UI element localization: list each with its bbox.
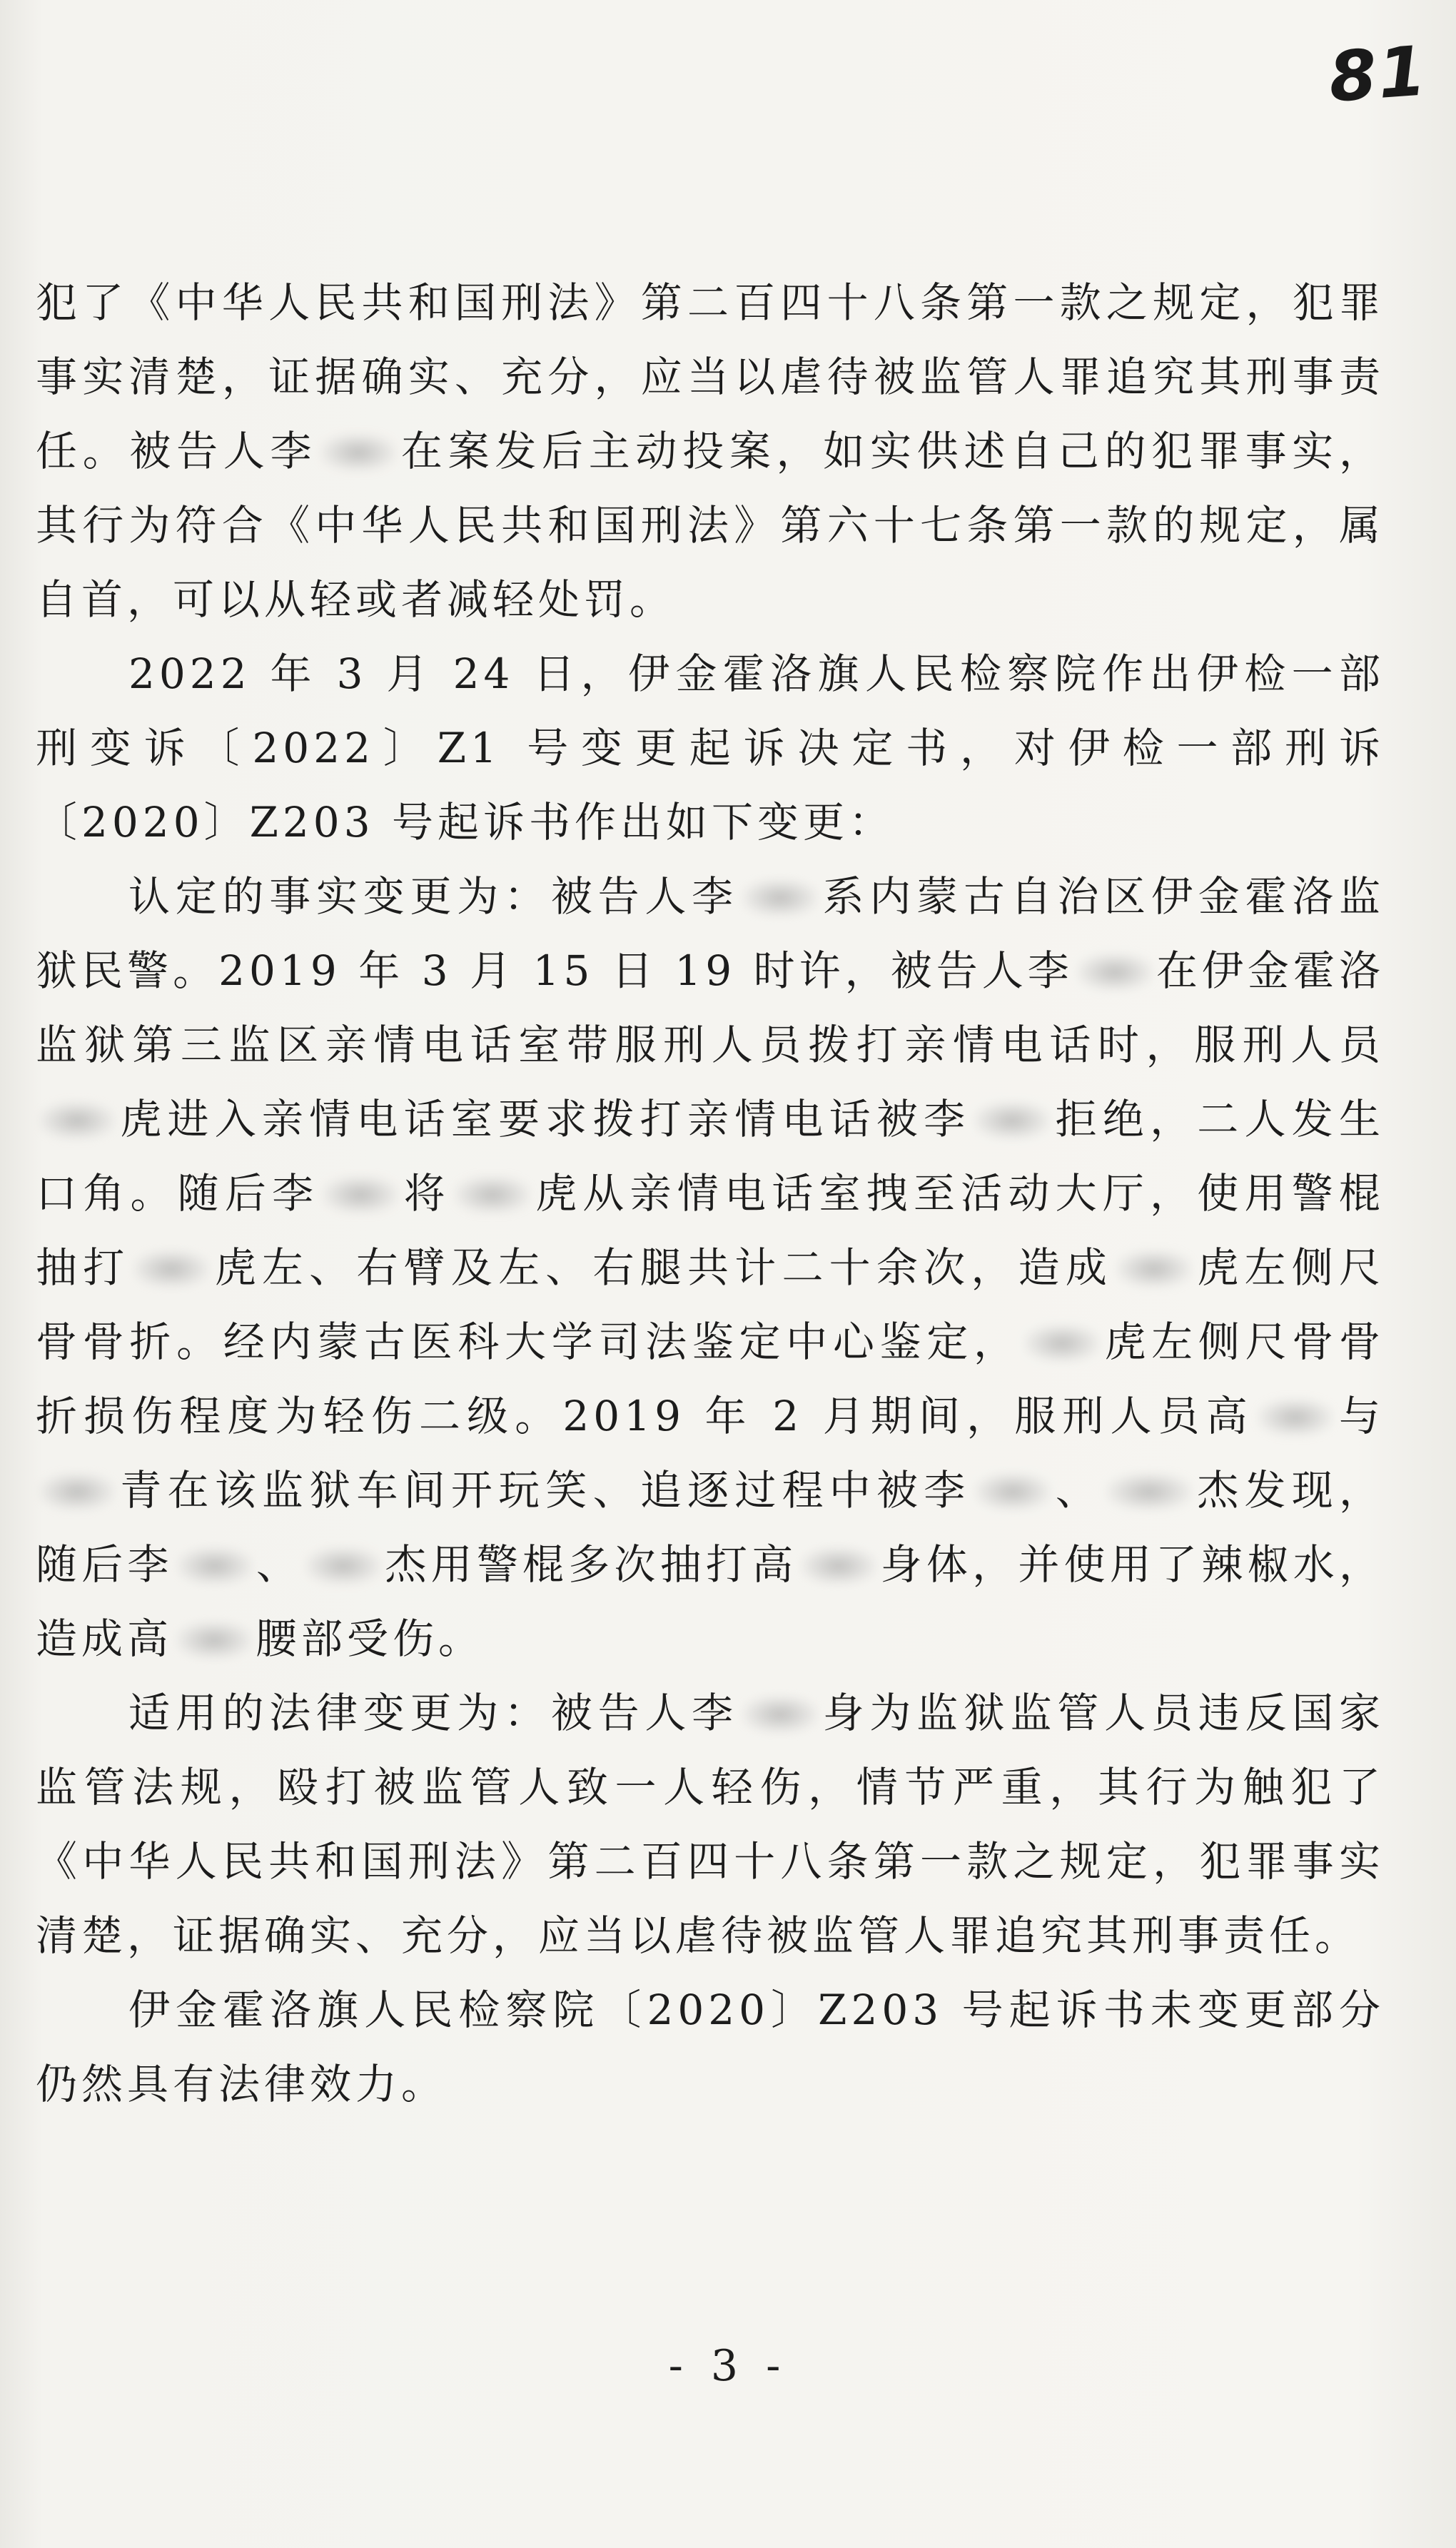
text-segment: 拒绝，二人发生口角。随后李	[36, 1095, 1385, 1218]
redacted-name	[40, 1473, 114, 1510]
text-segment: 虎左、右臂及左、右腿共计二十余次，造成	[213, 1243, 1113, 1292]
document-body	[36, 266, 1385, 2121]
text-segment: 系内蒙古自治区伊金霍洛监狱民警。2019 年 3 月 15 日 19 时许，被告人李	[36, 872, 1385, 995]
text-segment: 与	[1336, 1392, 1385, 1440]
redacted-name	[1107, 1473, 1191, 1510]
redacted-name	[40, 1102, 114, 1139]
text-segment: 身为监狱监管人员违反国家监管法规，殴打被监管人致一人轻伤，情节严重，其行为触犯了《中华人民共和国刑法》第二百四十八条第一款之规定，犯罪事实清楚，证据确实、充分，应当以虐待被监管人罪追究其刑事责任。	[36, 1689, 1385, 1960]
redacted-name	[976, 1473, 1050, 1510]
text-segment: 犯了《中华人民共和国刑法》第二百四十八条第一款之规定，犯罪事实清楚，证据确实、充分，应当以虐待被监管人罪追究其刑事责任。被告人李	[36, 278, 1385, 475]
paragraph-1	[36, 266, 1385, 637]
text-segment: 腰部受伤。	[256, 1614, 485, 1663]
text-segment: 杰发现，随后李	[36, 1466, 1385, 1589]
redacted-name	[1258, 1399, 1333, 1436]
redacted-name	[1078, 954, 1152, 991]
paragraph-4	[36, 1676, 1385, 1973]
redacted-name	[1025, 1325, 1099, 1362]
page-number: - 3 -	[668, 2341, 788, 2391]
text-segment: 伊金霍洛旗人民检察院〔2020〕Z203 号起诉书未变更部分仍然具有法律效力。	[36, 1986, 1385, 2108]
paragraph-5	[36, 1973, 1385, 2121]
text-segment: 虎从亲情电话室拽至活动大厅，使用警棍抽打	[36, 1169, 1385, 1292]
text-segment: 、	[256, 1540, 303, 1589]
text-segment: 虎左侧尺骨骨折损伤程度为轻伤二级。2019 年 2 月期间，服刑人员高	[36, 1318, 1385, 1440]
redacted-name	[177, 1622, 251, 1659]
text-segment: 青在该监狱车间开玩笑、追逐过程中被李	[118, 1466, 971, 1515]
redacted-name	[1117, 1250, 1191, 1288]
redacted-name	[134, 1250, 208, 1288]
text-segment: 身体，并使用了辣椒水，造成高	[36, 1540, 1385, 1663]
redacted-name	[306, 1547, 380, 1584]
redacted-name	[975, 1102, 1049, 1139]
redacted-name	[321, 434, 395, 471]
text-segment: 在案发后主动投案，如实供述自己的犯罪事实，其行为符合《中华人民共和国刑法》第六十七条第一款的规定，属自首，可以从轻或者减轻处罚。	[36, 427, 1385, 624]
text-segment: 虎进入亲情电话室要求拨打亲情电话被李	[118, 1095, 971, 1143]
text-segment: 在伊金霍洛监狱第三监区亲情电话室带服刑人员拨打亲情电话时，服刑人员	[36, 946, 1385, 1069]
handwritten-page-number: 81	[1326, 31, 1430, 118]
redacted-name	[455, 1176, 530, 1213]
paragraph-2	[36, 637, 1385, 859]
redacted-name	[743, 879, 817, 916]
redacted-name	[178, 1547, 252, 1584]
redacted-name	[323, 1176, 398, 1213]
text-segment: 适用的法律变更为：被告人李	[128, 1689, 739, 1737]
text-segment: 、	[1053, 1466, 1103, 1515]
text-segment: 2022 年 3 月 24 日，伊金霍洛旗人民检察院作出伊检一部刑变诉〔2022〕Z1 号变更起诉决定书，对伊检一部刑诉〔2020〕Z203 号起诉书作出如下变更：	[36, 649, 1385, 846]
text-segment: 杰用警棍多次抽打高	[385, 1540, 798, 1589]
text-segment: 将	[402, 1169, 451, 1218]
redacted-name	[802, 1547, 876, 1584]
text-segment: 认定的事实变更为：被告人李	[128, 872, 739, 921]
redacted-name	[743, 1696, 817, 1733]
text-segment: 虎左侧尺骨骨折。经内蒙古医科大学司法鉴定中心鉴定，	[36, 1243, 1385, 1366]
paragraph-3	[36, 859, 1385, 1676]
